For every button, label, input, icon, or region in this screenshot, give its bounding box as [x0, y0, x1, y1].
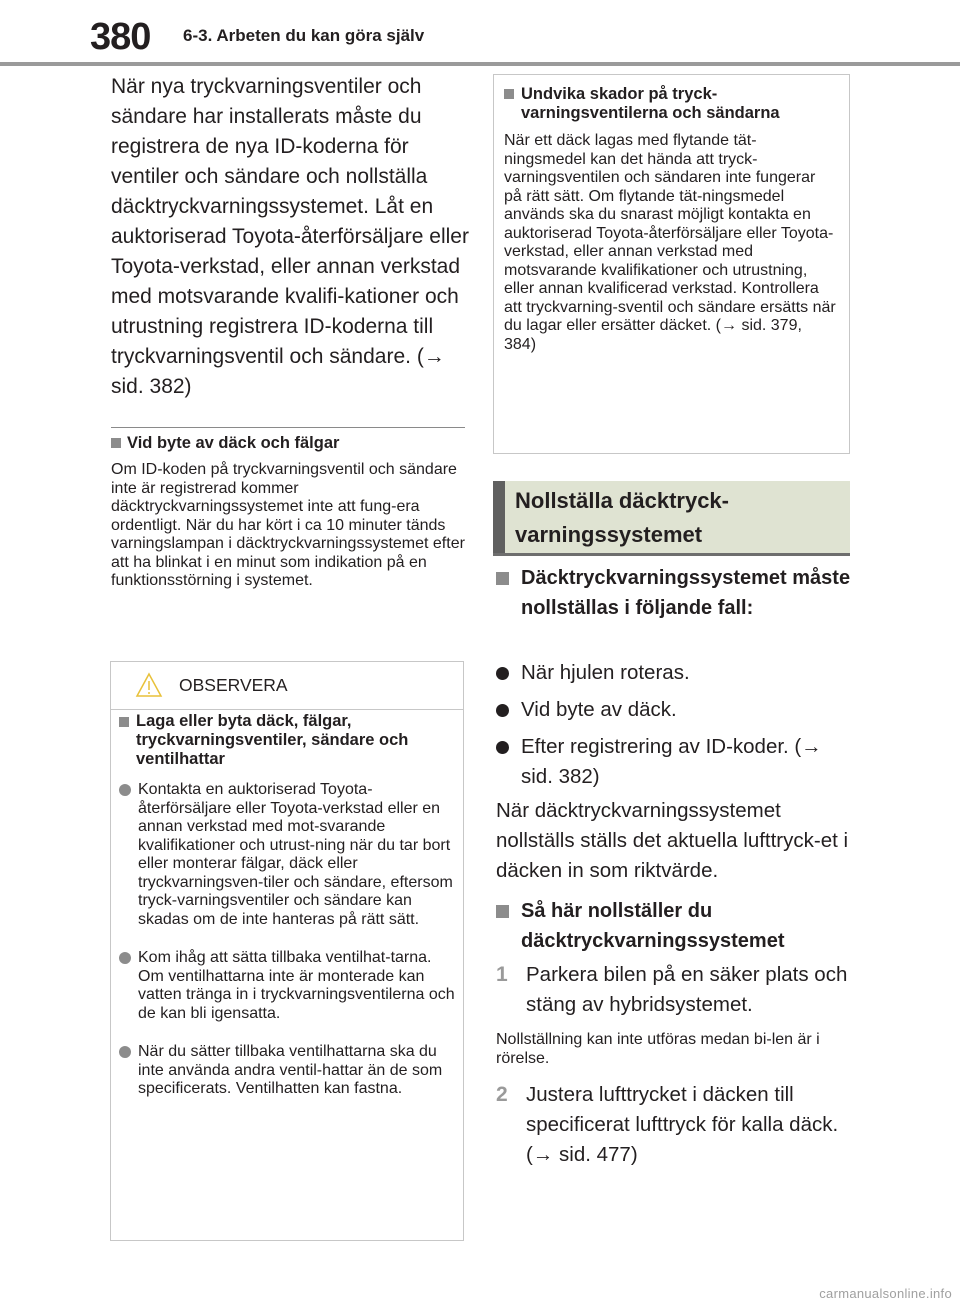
dot-bullet-icon: [496, 667, 509, 680]
tire-change-body: Om ID-koden på tryckvarningsventil och sändare inte är registrerad kommer däcktryckvarningssystemet inte att fung-era ordentligt. När du har kört i ca 10 minuter tänds varningslampan i däcktryckvarningssystemet efter att ha blinkat i en minut som indikation på en funktionsstörning i systemet.: [111, 461, 465, 589]
step-number: 2: [496, 1083, 508, 1106]
reset-when-heading: Däcktryckvarningssystemet måste nollställas i följande fall:: [496, 563, 856, 623]
caution-header: [111, 662, 463, 710]
caution-heading: Laga eller byta däck, fälgar, tryckvarningsventiler, sändare och ventilhattar: [136, 712, 409, 768]
banner-bar: [493, 481, 505, 555]
header-rule: [0, 62, 960, 66]
square-bullet-icon: [111, 438, 121, 448]
dot-bullet-icon: [119, 1046, 131, 1058]
page-number: 380: [90, 16, 151, 58]
dot-bullet-icon: [119, 952, 131, 964]
list-item: Kom ihåg att sätta tillbaka ventilhat-tarna. Om ventilhattarna inte är monterade kan vatten tränga in i tryckvarningsventilerna och de kan bli igensatta.: [119, 949, 459, 1023]
step-1: [496, 960, 856, 1020]
banner-underline: [493, 553, 850, 556]
tire-change-note: [111, 434, 471, 591]
damage-body: När ett däck lagas med flytande tät-ningsmedel kan det hända att tryck-varningsventilen och sändaren inte fungerar på rätt sätt. Om flytande tät-ningsmedel används ska du snarast möjligt kontakta en auktoriserad Toyota-återförsäljare eller Toyota-verkstad, eller annan verkstad med motsvarande kvalifikationer och utrustning, eller annan kvalificerad verkstad. Kontrollera att tryckvarning-sventil och sändare ersätts när du lagar eller ersätter däcket. (→ sid. 379, 384): [504, 132, 836, 353]
dot-bullet-icon: [496, 741, 509, 754]
dot-bullet-icon: [496, 704, 509, 717]
step-text: Justera lufttrycket i däcken till specificerat lufttryck för kalla däck. (→ sid. 477): [526, 1083, 839, 1166]
square-bullet-icon: [496, 572, 509, 585]
list-item: När du sätter tillbaka ventilhattarna ska du inte använda andra ventil-hattar än de som specificerats. Ventilhatten kan fastna.: [119, 1043, 459, 1099]
warning-triangle-icon: [135, 672, 163, 698]
divider: [111, 427, 465, 428]
reset-when-list: [496, 658, 856, 799]
caution-box: [110, 661, 464, 1241]
step-text: Parkera bilen på en säker plats och stäng av hybridsystemet.: [526, 963, 848, 1016]
footer-watermark: carmanualsonline.info: [819, 1286, 952, 1301]
caution-title: OBSERVERA: [179, 675, 288, 695]
square-bullet-icon: [504, 89, 514, 99]
section-banner: [493, 481, 850, 555]
banner-title: Nollställa däcktryck-varningssystemet: [515, 488, 729, 547]
list-item: Kontakta en auktoriserad Toyota-återförsäljare eller Toyota-verkstad eller en annan verkstad med mot-svarande kvalifikationer och utrust-ning när du tar bort eller monterar fälgar, däck eller tryckvarningsven-tiler och sändare, eftersom tryck-varningsventiler och sändare kan skadas om de inte hanteras på rätt sätt.: [119, 781, 459, 929]
square-bullet-icon: [119, 717, 129, 727]
damage-heading: Undvika skador på tryck-varningsventilerna och sändarna: [521, 85, 780, 122]
dot-bullet-icon: [119, 784, 131, 796]
list-item: Vid byte av däck.: [496, 695, 856, 725]
step-2: [496, 1080, 856, 1170]
reset-how-heading: Så här nollställer du däcktryckvarningssystemet: [496, 896, 856, 956]
intro-paragraph: När nya tryckvarningsventiler och sändare har installerats måste du registrera de nya ID-koderna för ventiler och sändare och nollställa däcktryckvarningssystemet. Låt en auktoriserad Toyota-återförsäljare eller Toyota-verkstad, eller annan verkstad med motsvarande kvalifi-kationer och utrustning registrera ID-koderna till tryckvarningsventil och sändare. (→ sid. 382): [111, 75, 469, 398]
section-title: 6-3. Arbeten du kan göra själv: [183, 26, 425, 45]
tire-change-heading: Vid byte av däck och fälgar: [127, 434, 340, 452]
reset-result-text: När däcktryckvarningssystemet nollställs ställs det aktuella lufttryck-et i däcken in som riktvärde.: [496, 799, 849, 882]
step-1-note: Nollställning kan inte utföras medan bi-len är i rörelse.: [496, 1031, 820, 1067]
damage-info-box: [493, 74, 850, 454]
list-item: Efter registrering av ID-koder. (→ sid. 382): [496, 732, 856, 792]
step-number: 1: [496, 963, 508, 986]
list-item: När hjulen roteras.: [496, 658, 856, 688]
square-bullet-icon: [496, 905, 509, 918]
